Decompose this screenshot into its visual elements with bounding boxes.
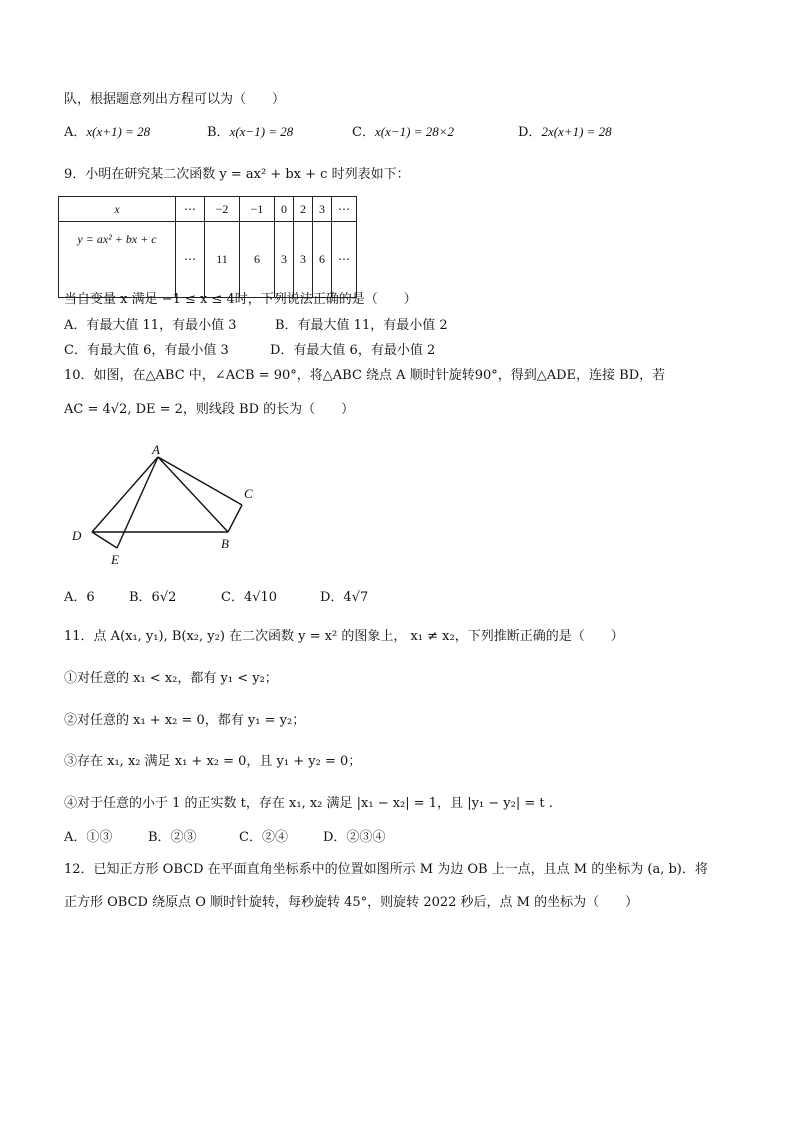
q9-question: 当自变量 x 满足 −1 ≤ x ≤ 4时，下列说法正确的是（ ） [64,292,417,307]
q9-stem: 9．小明在研究某二次函数 y = ax² + bx + c 时列表如下： [64,167,410,182]
q10-option-d: D．4√7 [320,590,369,605]
q11-option-b: B．②③ [148,830,197,845]
table-cell: −1 [240,197,275,222]
q10-stem-line2: AC = 4√2, DE = 2，则线段 BD 的长为（ ） [64,402,355,417]
table-cell: 3 [294,222,313,298]
q8-option-a: A．x(x+1) = 28 [64,124,151,140]
label-e: E [111,552,119,567]
q12-stem-line1: 12．已知正方形 OBCD 在平面直角坐标系中的位置如图所示 M 为边 OB 上一点，且点 M 的坐标为 (a, b)．将 [64,862,708,877]
q11-stem: 11．点 A(x₁, y₁), B(x₂, y₂) 在二次函数 y = x² 的图象上， x₁ ≠ x₂，下列推断正确的是（ ） [64,629,624,644]
q10-triangle-figure [70,440,280,570]
q9-option-b: B．有最大值 11，有最小值 2 [275,318,448,333]
label-c: C [244,486,253,501]
q11-statement-4: ④对于任意的小于 1 的正实数 t，存在 x₁, x₂ 满足 |x₁ − x₂| = 1，且 |y₁ − y₂| = t . [64,796,553,811]
q11-statement-2: ②对任意的 x₁ + x₂ = 0，都有 y₁ = y₂； [64,713,306,728]
segment-ad [92,457,158,532]
q11-statement-3: ③存在 x₁, x₂ 满足 x₁ + x₂ = 0，且 y₁ + y₂ = 0； [64,754,362,769]
table-cell: y = ax² + bx + c [59,222,176,298]
q11-option-a: A．①③ [64,830,113,845]
label-a: A [152,442,160,457]
q10-option-a: A．6 [64,590,95,605]
q9-value-table [58,196,357,298]
segment-de [92,532,117,548]
table-cell: 2 [294,197,313,222]
table-cell: ⋯ [176,197,205,222]
table-cell: 6 [313,222,332,298]
label-b: B [221,536,229,551]
q9-option-d: D．有最大值 6，有最小值 2 [270,343,436,358]
table-cell: 3 [275,222,294,298]
q8-option-d: D．2x(x+1) = 28 [518,124,612,140]
table-cell: 6 [240,222,275,298]
segment-ab [158,457,228,532]
q11-option-c: C．②④ [239,830,288,845]
segment-ae [117,457,158,548]
table-cell: ⋯ [332,222,357,298]
q11-option-d: D．②③④ [323,830,386,845]
q10-stem-line1: 10．如图，在△ABC 中，∠ACB = 90°，将△ABC 绕点 A 顺时针旋转90°，得到△ADE，连接 BD，若 [64,368,666,383]
table-cell: ⋯ [176,222,205,298]
q10-option-b: B．6√2 [129,590,177,605]
table-cell: x [59,197,176,222]
table-cell: ⋯ [332,197,357,222]
segment-cb [228,505,242,532]
table-cell: 11 [205,222,240,298]
q8-option-c: C．x(x−1) = 28×2 [352,124,454,140]
label-d: D [72,528,82,543]
q9-option-c: C．有最大值 6，有最小值 3 [64,343,229,358]
table-row [59,222,357,298]
q8-stem-tail: 队，根据题意列出方程可以为（ ） [64,92,286,107]
table-cell: 0 [275,197,294,222]
q12-stem-line2: 正方形 OBCD 绕原点 O 顺时针旋转，每秒旋转 45°，则旋转 2022 秒后，点 M 的坐标为（ ） [64,895,639,910]
table-cell: 3 [313,197,332,222]
table-row [59,197,357,222]
q11-statement-1: ①对任意的 x₁ < x₂，都有 y₁ < y₂； [64,671,278,686]
q8-option-b: B．x(x−1) = 28 [207,124,294,140]
q9-option-a: A．有最大值 11，有最小值 3 [64,318,237,333]
table-cell: −2 [205,197,240,222]
q10-option-c: C．4√10 [221,590,278,605]
segment-ac [158,457,242,505]
